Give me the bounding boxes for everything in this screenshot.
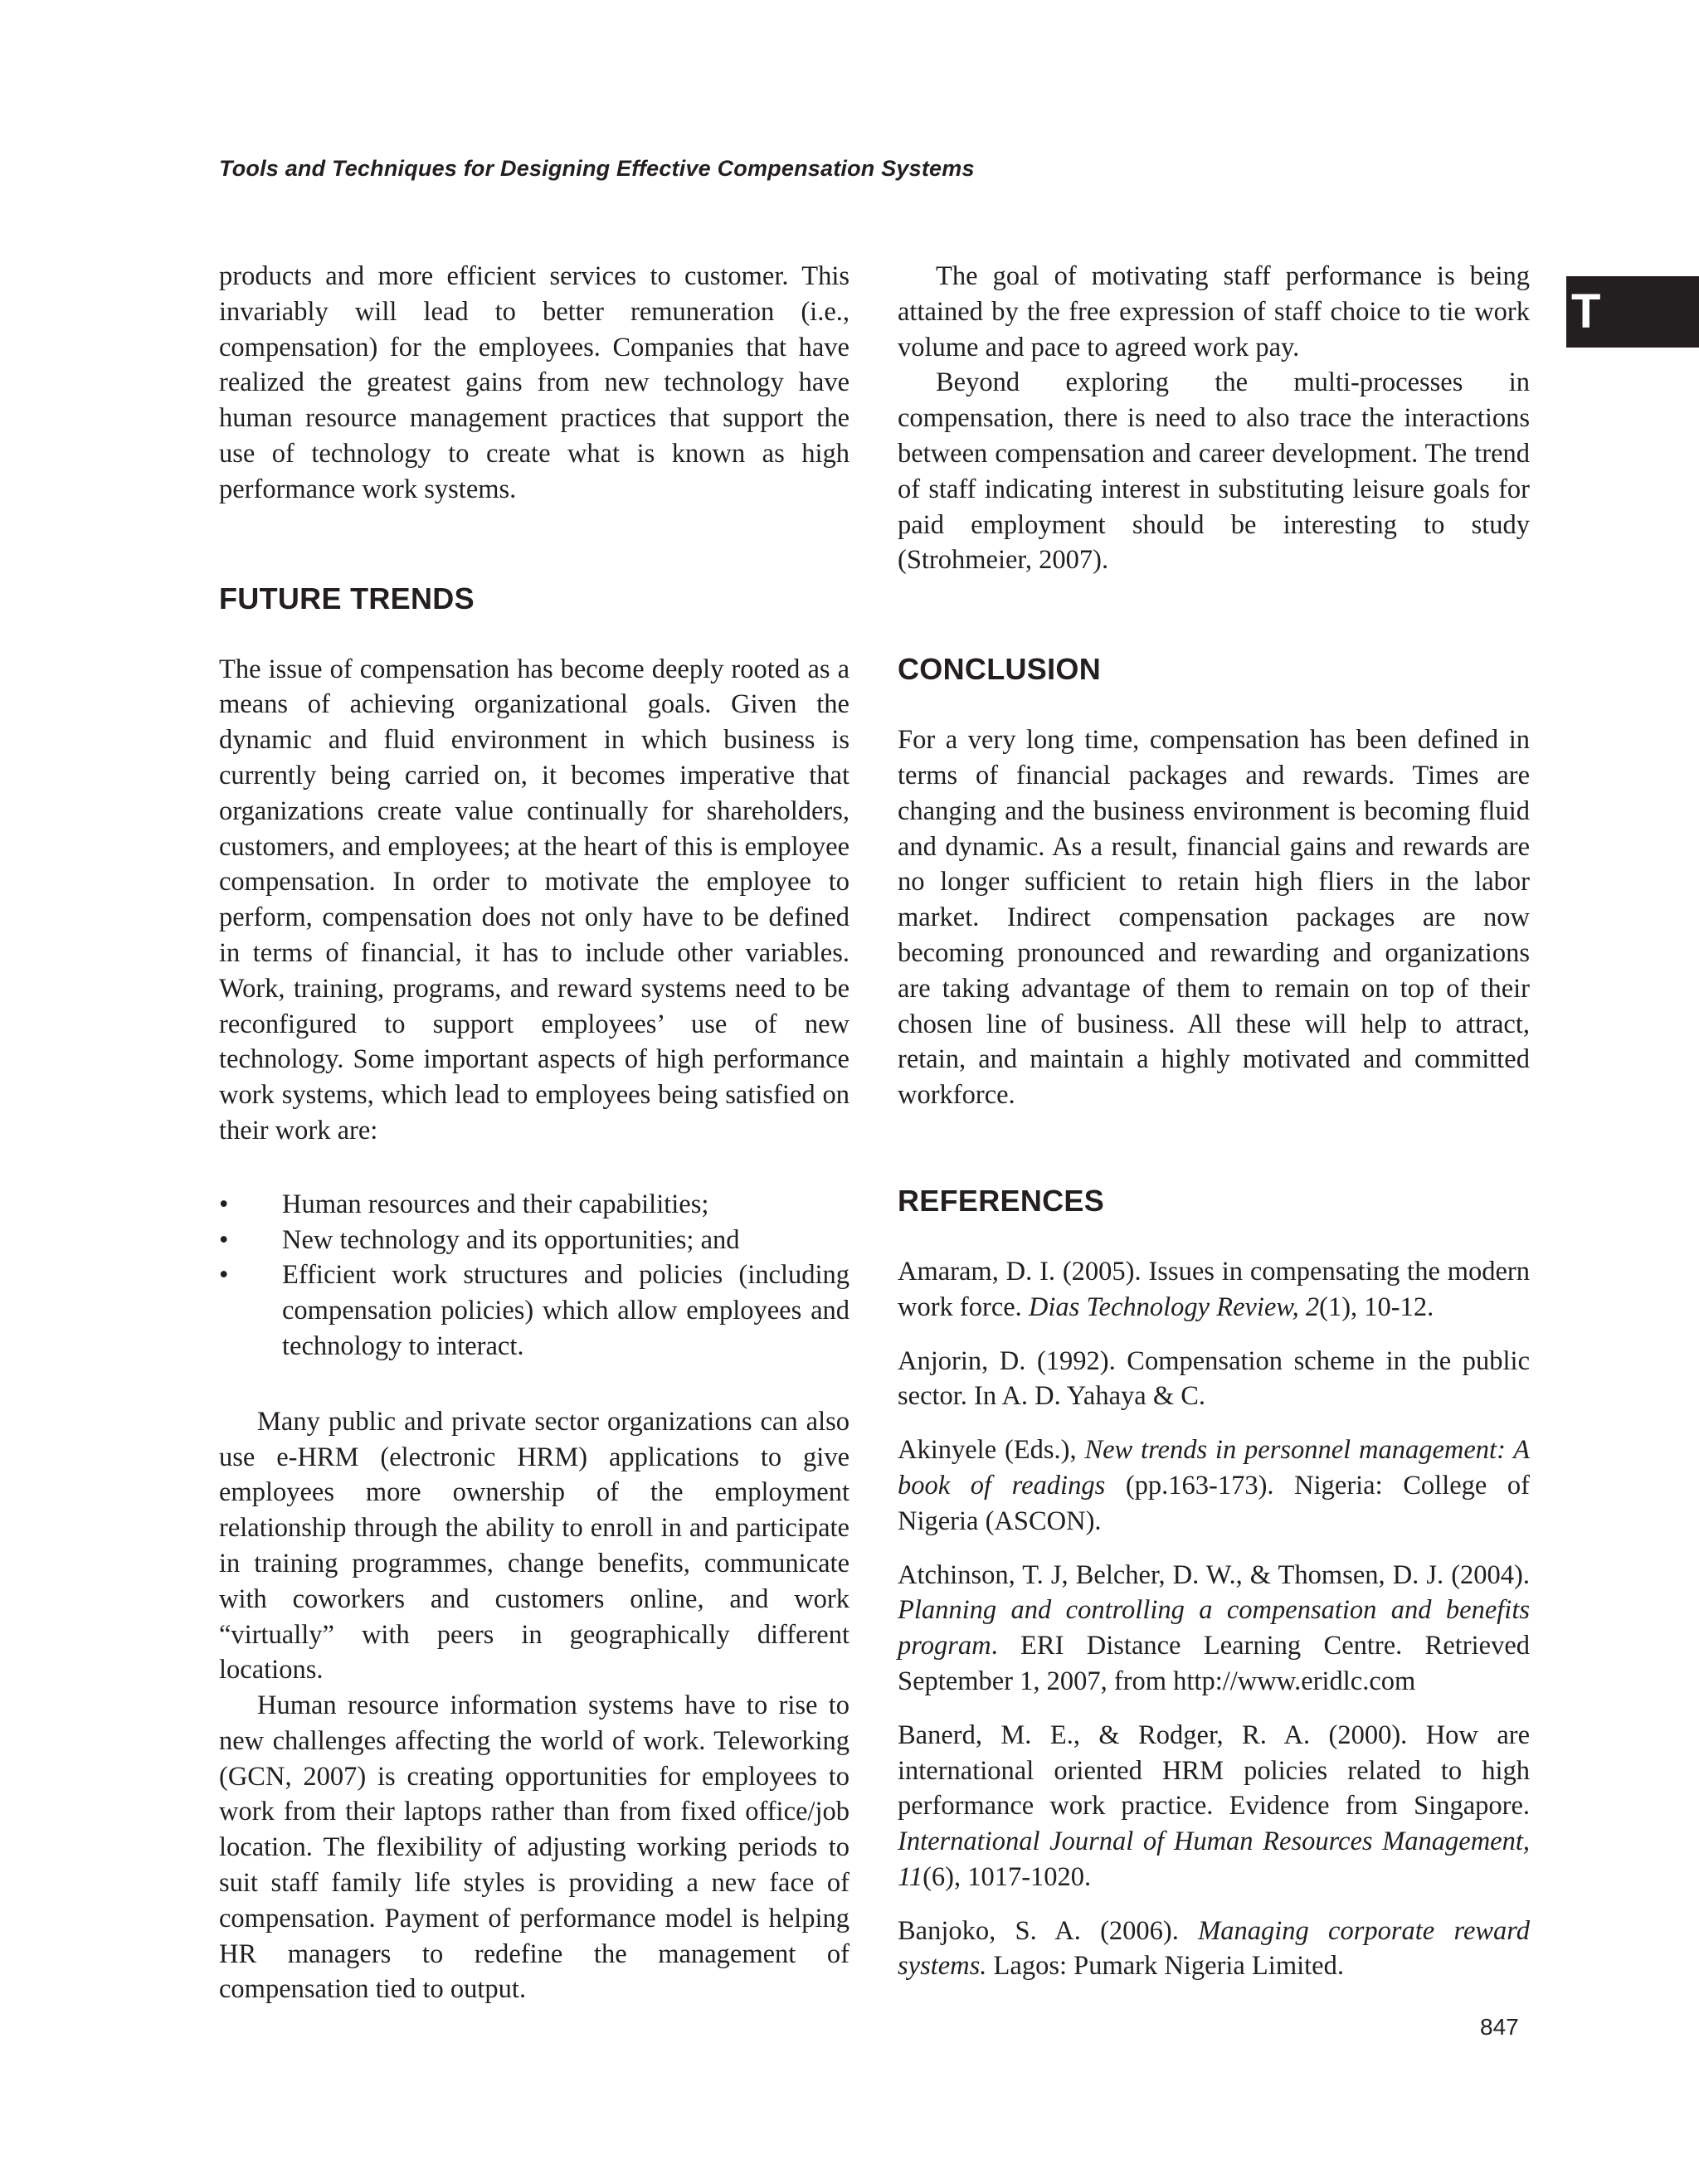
paragraph-hris: Human resource information systems have to rise to new challenges affecting the world of work. Teleworking (GCN, 2007) is creating opportunities for employees to work from their laptops rather than from fixed office/job location. The flexibility of adjusting working periods to suit staff family life styles is providing a new face of compensation. Payment of performance model is helping HR managers to redefine the management of compensation tied to output. [219, 1690, 850, 2005]
reference-text: . ERI Distance Learning Centre. Retrieved September 1, 2007, from http://www.eridlc.com [898, 1631, 1530, 1696]
reference-text: Lagos: Pumark Nigeria Limited. [986, 1951, 1344, 1982]
list-item [219, 1223, 850, 1258]
bullet-list [219, 1187, 850, 1364]
reference-entry [898, 1432, 1530, 1539]
reference-italic-title: New trends in personnel management: A book of readings [898, 1435, 1531, 1501]
paragraph-goal: The goal of motivating staff performance is being attained by the free expression of staff choice to tie work volume and pace to agreed work pay. [898, 261, 1530, 362]
reference-text: (1), 10-12. [1319, 1291, 1434, 1322]
paragraph-beyond: Beyond exploring the multi-processes in compensation, there is need to also trace the interactions between compensation and career development. The trend of staff indicating interest in substituting leisure goals for paid employment should be interesting to study (Strohmeier, 2007). [898, 367, 1530, 576]
paragraph-continuation: products and more efficient services to customer. This invariably will lead to better remuneration (i.e., compensation) for the employees. Companies that have realized the greatest gains from new technology have human resource management practices that support the use of technology to create what is known as high performance work systems. [219, 261, 850, 504]
reference-entry [898, 1558, 1530, 1700]
page-number: 847 [1480, 2014, 1519, 2040]
reference-entry [898, 1914, 1530, 1985]
list-item-text: Human resources and their capabilities; [282, 1189, 709, 1219]
list-item-text: New technology and its opportunities; and [282, 1224, 740, 1255]
reference-entry [898, 1344, 1530, 1415]
reference-text: Atchinson, T. J, Belcher, D. W., & Thomsen, D. J. (2004). [898, 1559, 1530, 1590]
list-item [219, 1187, 850, 1223]
reference-text: (pp.163-173). Nigeria: College of Nigeria (ASCON). [898, 1470, 1531, 1536]
bullet-marker: • [219, 1224, 229, 1255]
list-item [219, 1257, 850, 1364]
left-column [219, 259, 850, 2007]
reference-italic-title: International Journal of Human Resources Management, 11 [898, 1826, 1530, 1892]
reference-italic-title: Planning and controlling a compensation and benefits program [898, 1595, 1530, 1661]
reference-text: Amaram, D. I. (2005). Issues in compensating the modern work force. [898, 1256, 1530, 1322]
paragraph-future-trends: The issue of compensation has become deeply rooted as a means of achieving organizational goals. Given the dynamic and fluid environment in which business is currently being carried on, it becomes imperative that organizations create value continually for shareholders, customers, and employees; at the heart of this is employee compensation. In order to motivate the employee to perform, compensation does not only have to be defined in terms of financial, it has to include other variables. Work, training, programs, and reward systems need to be reconfigured to support employees’ use of new technology. Some important aspects of high performance work systems, which lead to employees being satisfied on their work are: [219, 654, 850, 1146]
section-heading-future-trends: FUTURE TRENDS [219, 581, 475, 615]
running-head-title: Tools and Techniques for Designing Effective Compensation Systems [219, 156, 975, 181]
reference-entry [898, 1718, 1530, 1895]
reference-list [898, 1254, 1530, 1984]
reference-text: Banjoko, S. A. (2006). [898, 1915, 1199, 1946]
right-column [898, 259, 1530, 1984]
reference-italic-title: Managing corporate reward systems. [898, 1915, 1531, 1982]
reference-text: (6), 1017-1020. [923, 1861, 1092, 1892]
reference-text: Anjorin, D. (1992). Compensation scheme in the public sector. In A. D. Yahaya & C. [898, 1345, 1530, 1412]
bullet-marker: • [219, 1260, 229, 1291]
reference-entry [898, 1254, 1530, 1325]
bullet-marker: • [219, 1189, 229, 1219]
reference-text: Banerd, M. E., & Rodger, R. A. (2000). How are international oriented HRM policies related to high performance work practice. Evidence from Singapore. [898, 1719, 1530, 1822]
list-item-text: Efficient work structures and policies (including compensation policies) which allow employees and technology to interact. [282, 1260, 850, 1361]
thumb-index-tab: T [1566, 276, 1699, 348]
paragraph-conclusion: For a very long time, compensation has been defined in terms of financial packages and rewards. Times are changing and the business environment is becoming fluid and dynamic. As a result, financial gains and rewards are no longer sufficient to retain high fliers in the labor market. Indirect compensation packages are now becoming pronounced and rewarding and organizations are taking advantage of them to remain on top of their chosen line of business. All these will help to attract, retain, and maintain a highly motivated and committed workforce. [898, 725, 1530, 1111]
paragraph-ehrm: Many public and private sector organizations can also use e-HRM (electronic HRM) applications to give employees more ownership of the employment relationship through the ability to enroll in and participate in training programmes, change benefits, communicate with coworkers and customers online, and work “virtually” with peers in geographically different locations. [219, 1406, 850, 1685]
reference-italic-title: Dias Technology Review, 2 [1028, 1291, 1320, 1322]
section-heading-conclusion: CONCLUSION [898, 652, 1101, 687]
reference-text: Akinyele (Eds.), [898, 1435, 1085, 1466]
section-heading-references: REFERENCES [898, 1183, 1105, 1218]
